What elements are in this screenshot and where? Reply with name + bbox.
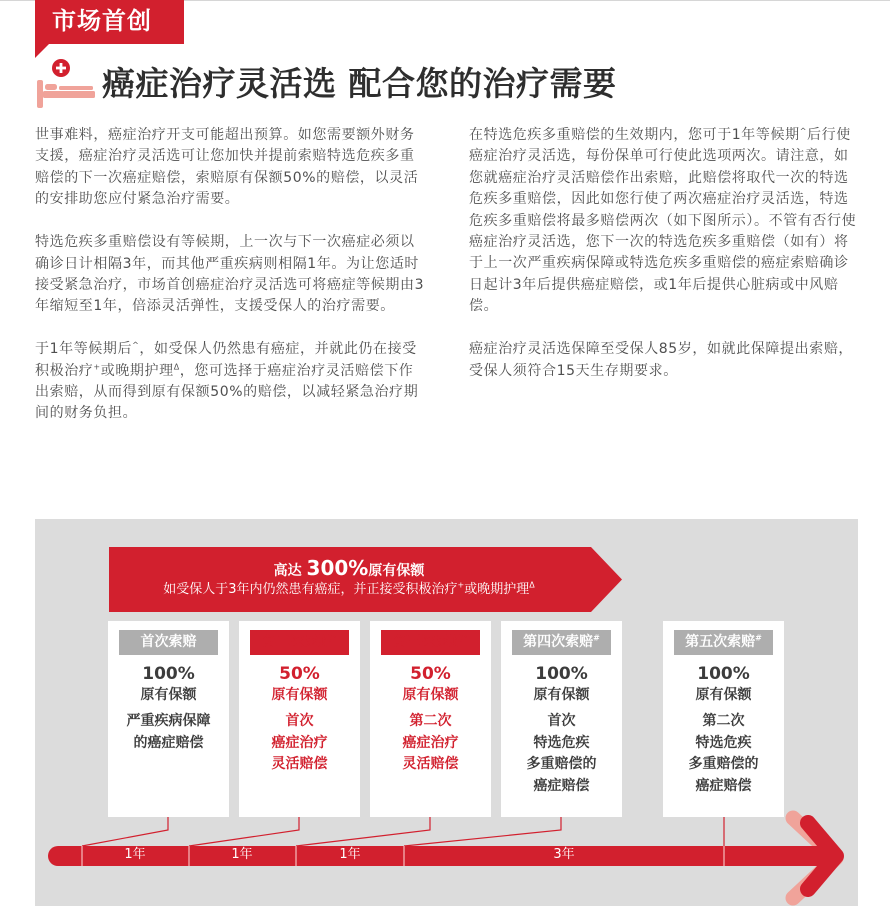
- card-title: 首次索赔: [119, 630, 218, 655]
- card-percent: 100%: [535, 664, 588, 684]
- banner-headline: 高达 300%原有保额: [273, 556, 425, 580]
- card-description: 首次 特选危疾 多重赔偿的 癌症赔偿: [526, 713, 597, 794]
- paragraph: 世事难料，癌症治疗开支可能超出预算。如您需要额外财务支援，癌症治疗灵活选可让您加快并提前索赔特选危疾多重赔偿的下一次癌症赔偿，索赔原有保额50%的赔偿，以灵活的安排助您应付紧急治疗需要。: [35, 127, 419, 208]
- card-description: 第二次 癌症治疗 灵活赔偿: [402, 713, 459, 772]
- timeline-segment-label: 1年: [231, 847, 253, 862]
- paragraph: 在特选危疾多重赔偿的生效期内，您可于1年等候期^后行使癌症治疗灵活选，每份保单可行使此选项两次。请注意，如您就癌症治疗灵活赔偿作出索赔，此赔偿将取代一次的特选危疾多重赔偿，因此如您行使了两次癌症治疗灵活选，特选危疾多重赔偿将最多赔偿两次（如下图所示）。不管有否行使癌症治疗灵活选，您下一次的特选危疾多重赔偿（如有）将于上一次严重疾病保障或特选危疾多重赔偿的癌症索赔确诊日起计3年后提供癌症赔偿，或1年后提供心脏病或中风赔偿。: [469, 126, 857, 315]
- card-subtitle: 原有保额: [402, 687, 459, 703]
- paragraph: 癌症治疗灵活选保障至受保人85岁，如就此保障提出索赔，受保人须符合15天生存期要求。: [469, 341, 854, 379]
- card-subtitle: 原有保额: [695, 687, 752, 703]
- tag-label: 市场首创: [52, 7, 152, 35]
- card-description: 严重疾病保障 的癌症赔偿: [126, 713, 211, 751]
- timeline-bar: [48, 846, 833, 866]
- card-percent: 50%: [279, 664, 320, 684]
- timeline-segment-label: 1年: [124, 847, 146, 862]
- card-title: 第五次索赔#: [674, 630, 773, 655]
- card-percent: 100%: [142, 664, 195, 684]
- card-subtitle: 原有保额: [140, 687, 197, 703]
- card-title: 第四次索赔#: [512, 630, 611, 655]
- card-title: 第二次索赔*: [250, 630, 349, 655]
- timeline-segment-label: 3年: [553, 847, 575, 862]
- card-description: 首次 癌症治疗 灵活赔偿: [271, 713, 328, 772]
- card-description: 第二次 特选危疾 多重赔偿的 癌症赔偿: [688, 713, 759, 794]
- card-title: 第三次索赔*: [381, 630, 480, 655]
- card-percent: 50%: [410, 664, 451, 684]
- timeline-connectors: [82, 817, 724, 846]
- paragraph: 特选危疾多重赔偿设有等候期，上一次与下一次癌症必须以确诊日计相隔3年，而其他严重疾病则相隔1年。为让您适时接受紧急治疗，市场首创癌症治疗灵活选可将癌症等候期由3年缩短至1年，倍添灵活弹性，支援受保人的治疗需要。: [35, 234, 425, 315]
- paragraph: 于1年等候期后^，如受保人仍然患有癌症，并就此仍在接受积极治疗+或晚期护理$^\Delta$，您可选择于癌症治疗灵活赔偿下作出索赔，从而得到原有保额50%的赔偿，以减轻紧急治疗期间的财务负担。: [35, 340, 419, 422]
- page-headline: 癌症治疗灵活选 配合您的治疗需要: [102, 64, 617, 103]
- card-subtitle: 原有保额: [271, 687, 328, 703]
- card-percent: 100%: [697, 664, 750, 684]
- card-subtitle: 原有保额: [533, 687, 590, 703]
- banner-subline: 如受保人于3年内仍然患有癌症，并正接受积极治疗+或晚期护理$^\Delta$: [163, 580, 535, 597]
- timeline-segment-label: 1年: [339, 847, 361, 862]
